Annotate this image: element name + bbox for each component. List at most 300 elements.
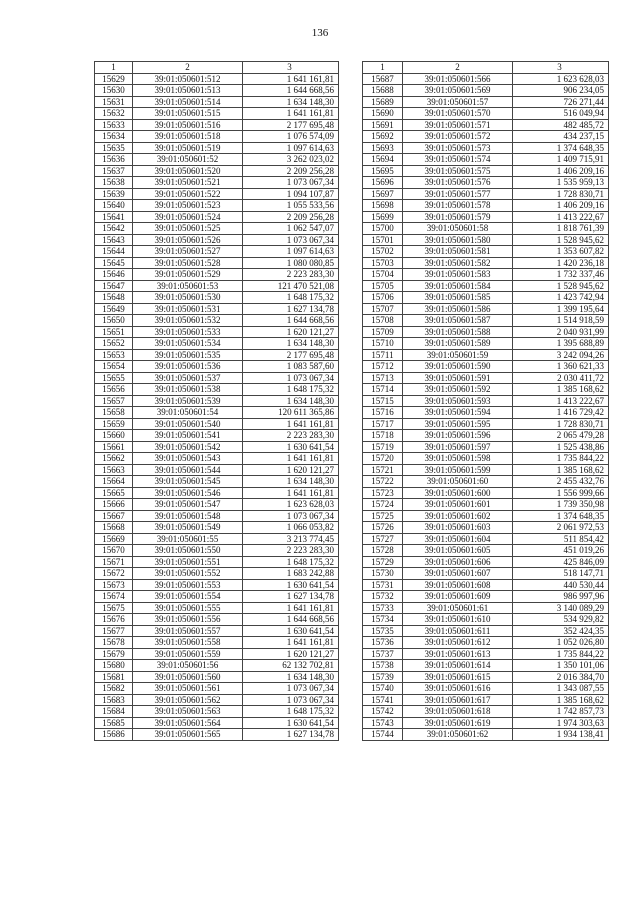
row-number-cell: 15725 [363, 510, 403, 522]
table-row [363, 73, 609, 85]
value-cell: 1 406 209,16 [513, 200, 609, 212]
table-row [95, 338, 339, 350]
cadastral-number-cell: 39:01:050601:573 [403, 142, 513, 154]
row-number-cell: 15704 [363, 269, 403, 281]
row-number-cell: 15635 [95, 142, 133, 154]
row-number-cell: 15728 [363, 545, 403, 557]
cadastral-number-cell: 39:01:050601:548 [133, 510, 243, 522]
row-number-cell: 15686 [95, 729, 133, 741]
value-cell: 1 360 621,33 [513, 361, 609, 373]
cadastral-number-cell: 39:01:050601:582 [403, 257, 513, 269]
table-header-row [363, 62, 609, 74]
cadastral-number-cell: 39:01:050601:574 [403, 154, 513, 166]
table-row [95, 292, 339, 304]
row-number-cell: 15696 [363, 177, 403, 189]
value-cell: 434 237,15 [513, 131, 609, 143]
cadastral-number-cell: 39:01:050601:604 [403, 533, 513, 545]
row-number-cell: 15707 [363, 303, 403, 315]
row-number-cell: 15636 [95, 154, 133, 166]
value-cell: 1 634 148,30 [243, 338, 339, 350]
cadastral-number-cell: 39:01:050601:531 [133, 303, 243, 315]
value-cell: 120 611 365,86 [243, 407, 339, 419]
cadastral-number-cell: 39:01:050601:581 [403, 246, 513, 258]
row-number-cell: 15671 [95, 556, 133, 568]
row-number-cell: 15691 [363, 119, 403, 131]
row-number-cell: 15661 [95, 441, 133, 453]
table-row [363, 648, 609, 660]
row-number-cell: 15730 [363, 568, 403, 580]
value-cell: 1 641 161,81 [243, 418, 339, 430]
row-number-cell: 15643 [95, 234, 133, 246]
value-cell: 2 061 972,53 [513, 522, 609, 534]
row-number-cell: 15650 [95, 315, 133, 327]
column-header: 1 [95, 62, 133, 74]
row-number-cell: 15673 [95, 579, 133, 591]
row-number-cell: 15740 [363, 683, 403, 695]
table-row [95, 384, 339, 396]
row-number-cell: 15731 [363, 579, 403, 591]
cadastral-number-cell: 39:01:050601:534 [133, 338, 243, 350]
table-row [95, 430, 339, 442]
cadastral-number-cell: 39:01:050601:576 [403, 177, 513, 189]
table-row [95, 142, 339, 154]
row-number-cell: 15676 [95, 614, 133, 626]
value-cell: 1 974 303,63 [513, 717, 609, 729]
value-cell: 906 234,05 [513, 85, 609, 97]
value-cell: 1 641 161,81 [243, 453, 339, 465]
value-cell: 1 385 168,62 [513, 384, 609, 396]
cadastral-number-cell: 39:01:050601:586 [403, 303, 513, 315]
value-cell: 1 073 067,34 [243, 683, 339, 695]
table-row [363, 108, 609, 120]
cadastral-number-cell: 39:01:050601:578 [403, 200, 513, 212]
row-number-cell: 15688 [363, 85, 403, 97]
table-row [95, 660, 339, 672]
cadastral-number-cell: 39:01:050601:587 [403, 315, 513, 327]
table-row [95, 246, 339, 258]
cadastral-number-cell: 39:01:050601:513 [133, 85, 243, 97]
row-number-cell: 15702 [363, 246, 403, 258]
row-number-cell: 15682 [95, 683, 133, 695]
row-number-cell: 15721 [363, 464, 403, 476]
row-number-cell: 15663 [95, 464, 133, 476]
row-number-cell: 15710 [363, 338, 403, 350]
cadastral-table-left [94, 61, 339, 741]
value-cell: 2 065 479,28 [513, 430, 609, 442]
column-header: 2 [403, 62, 513, 74]
row-number-cell: 15715 [363, 395, 403, 407]
value-cell: 1 630 641,54 [243, 625, 339, 637]
cadastral-number-cell: 39:01:050601:530 [133, 292, 243, 304]
row-number-cell: 15681 [95, 671, 133, 683]
table-row [363, 706, 609, 718]
table-row [95, 464, 339, 476]
value-cell: 1 630 641,54 [243, 579, 339, 591]
table-row [363, 522, 609, 534]
value-cell: 1 641 161,81 [243, 73, 339, 85]
row-number-cell: 15667 [95, 510, 133, 522]
value-cell: 1 343 087,55 [513, 683, 609, 695]
cadastral-number-cell: 39:01:050601:597 [403, 441, 513, 453]
row-number-cell: 15675 [95, 602, 133, 614]
cadastral-number-cell: 39:01:050601:551 [133, 556, 243, 568]
value-cell: 2 223 283,30 [243, 269, 339, 281]
value-cell: 1 627 134,78 [243, 591, 339, 603]
row-number-cell: 15656 [95, 384, 133, 396]
row-number-cell: 15666 [95, 499, 133, 511]
value-cell: 986 997,96 [513, 591, 609, 603]
value-cell: 2 209 256,28 [243, 165, 339, 177]
cadastral-number-cell: 39:01:050601:619 [403, 717, 513, 729]
column-header: 3 [513, 62, 609, 74]
table-row [363, 165, 609, 177]
value-cell: 1 097 614,63 [243, 142, 339, 154]
row-number-cell: 15713 [363, 372, 403, 384]
value-cell: 1 409 715,91 [513, 154, 609, 166]
value-cell: 1 735 844,22 [513, 648, 609, 660]
row-number-cell: 15665 [95, 487, 133, 499]
cadastral-number-cell: 39:01:050601:542 [133, 441, 243, 453]
cadastral-number-cell: 39:01:050601:561 [133, 683, 243, 695]
row-number-cell: 15714 [363, 384, 403, 396]
value-cell: 1 735 844,22 [513, 453, 609, 465]
table-row [95, 487, 339, 499]
cadastral-number-cell: 39:01:050601:583 [403, 269, 513, 281]
cadastral-number-cell: 39:01:050601:589 [403, 338, 513, 350]
cadastral-number-cell: 39:01:050601:614 [403, 660, 513, 672]
row-number-cell: 15706 [363, 292, 403, 304]
table-row [95, 614, 339, 626]
row-number-cell: 15678 [95, 637, 133, 649]
row-number-cell: 15727 [363, 533, 403, 545]
cadastral-number-cell: 39:01:050601:599 [403, 464, 513, 476]
cadastral-number-cell: 39:01:050601:519 [133, 142, 243, 154]
value-cell: 1 644 668,56 [243, 85, 339, 97]
table-row [363, 395, 609, 407]
cadastral-number-cell: 39:01:050601:550 [133, 545, 243, 557]
cadastral-number-cell: 39:01:050601:60 [403, 476, 513, 488]
row-number-cell: 15649 [95, 303, 133, 315]
table-row [363, 464, 609, 476]
cadastral-number-cell: 39:01:050601:540 [133, 418, 243, 430]
value-cell: 425 846,09 [513, 556, 609, 568]
cadastral-number-cell: 39:01:050601:600 [403, 487, 513, 499]
row-number-cell: 15693 [363, 142, 403, 154]
cadastral-number-cell: 39:01:050601:580 [403, 234, 513, 246]
cadastral-number-cell: 39:01:050601:562 [133, 694, 243, 706]
value-cell: 1 732 337,46 [513, 269, 609, 281]
cadastral-number-cell: 39:01:050601:565 [133, 729, 243, 741]
row-number-cell: 15732 [363, 591, 403, 603]
row-number-cell: 15659 [95, 418, 133, 430]
cadastral-number-cell: 39:01:050601:541 [133, 430, 243, 442]
row-number-cell: 15739 [363, 671, 403, 683]
table-row [363, 131, 609, 143]
cadastral-number-cell: 39:01:050601:514 [133, 96, 243, 108]
table-row [363, 637, 609, 649]
value-cell: 1 648 175,32 [243, 292, 339, 304]
table-row [95, 510, 339, 522]
cadastral-number-cell: 39:01:050601:521 [133, 177, 243, 189]
cadastral-number-cell: 39:01:050601:559 [133, 648, 243, 660]
value-cell: 1 052 026,80 [513, 637, 609, 649]
value-cell: 1 073 067,34 [243, 510, 339, 522]
table-row [363, 234, 609, 246]
cadastral-number-cell: 39:01:050601:607 [403, 568, 513, 580]
table-row [363, 246, 609, 258]
row-number-cell: 15679 [95, 648, 133, 660]
row-number-cell: 15743 [363, 717, 403, 729]
table-row [363, 257, 609, 269]
table-row [363, 625, 609, 637]
table-row [363, 418, 609, 430]
value-cell: 516 049,94 [513, 108, 609, 120]
cadastral-number-cell: 39:01:050601:518 [133, 131, 243, 143]
value-cell: 2 030 411,72 [513, 372, 609, 384]
value-cell: 3 213 774,45 [243, 533, 339, 545]
table-row [95, 326, 339, 338]
value-cell: 1 556 999,66 [513, 487, 609, 499]
table-row [363, 407, 609, 419]
table-row [95, 717, 339, 729]
table-row [363, 556, 609, 568]
row-number-cell: 15705 [363, 280, 403, 292]
table-row [95, 177, 339, 189]
cadastral-number-cell: 39:01:050601:537 [133, 372, 243, 384]
table-row [363, 729, 609, 741]
value-cell: 1 641 161,81 [243, 602, 339, 614]
row-number-cell: 15637 [95, 165, 133, 177]
cadastral-number-cell: 39:01:050601:617 [403, 694, 513, 706]
table-row [95, 637, 339, 649]
value-cell: 1 080 080,85 [243, 257, 339, 269]
table-row [363, 85, 609, 97]
value-cell: 1 385 168,62 [513, 694, 609, 706]
table-row [363, 326, 609, 338]
cadastral-number-cell: 39:01:050601:601 [403, 499, 513, 511]
table-row [95, 234, 339, 246]
value-cell: 1 076 574,09 [243, 131, 339, 143]
cadastral-number-cell: 39:01:050601:606 [403, 556, 513, 568]
row-number-cell: 15690 [363, 108, 403, 120]
value-cell: 1 818 761,39 [513, 223, 609, 235]
value-cell: 2 223 283,30 [243, 430, 339, 442]
cadastral-number-cell: 39:01:050601:516 [133, 119, 243, 131]
row-number-cell: 15655 [95, 372, 133, 384]
cadastral-number-cell: 39:01:050601:557 [133, 625, 243, 637]
cadastral-number-cell: 39:01:050601:571 [403, 119, 513, 131]
table-row [363, 717, 609, 729]
value-cell: 1 620 121,27 [243, 648, 339, 660]
cadastral-number-cell: 39:01:050601:553 [133, 579, 243, 591]
row-number-cell: 15680 [95, 660, 133, 672]
table-row [95, 73, 339, 85]
table-row [363, 372, 609, 384]
row-number-cell: 15647 [95, 280, 133, 292]
table-row [363, 602, 609, 614]
table-header-row [95, 62, 339, 74]
value-cell: 1 620 121,27 [243, 464, 339, 476]
value-cell: 2 177 695,48 [243, 119, 339, 131]
value-cell: 1 623 628,03 [243, 499, 339, 511]
cadastral-number-cell: 39:01:050601:558 [133, 637, 243, 649]
row-number-cell: 15652 [95, 338, 133, 350]
cadastral-number-cell: 39:01:050601:616 [403, 683, 513, 695]
row-number-cell: 15683 [95, 694, 133, 706]
value-cell: 1 641 161,81 [243, 108, 339, 120]
value-cell: 1 634 148,30 [243, 395, 339, 407]
value-cell: 1 055 533,56 [243, 200, 339, 212]
row-number-cell: 15654 [95, 361, 133, 373]
table-row [363, 568, 609, 580]
value-cell: 1 634 148,30 [243, 96, 339, 108]
row-number-cell: 15694 [363, 154, 403, 166]
cadastral-number-cell: 39:01:050601:52 [133, 154, 243, 166]
value-cell: 451 019,26 [513, 545, 609, 557]
table-row [95, 568, 339, 580]
table-row [363, 349, 609, 361]
table-row [95, 154, 339, 166]
table-row [95, 131, 339, 143]
value-cell: 1 062 547,07 [243, 223, 339, 235]
cadastral-number-cell: 39:01:050601:524 [133, 211, 243, 223]
page-number: 136 [311, 27, 329, 39]
cadastral-number-cell: 39:01:050601:544 [133, 464, 243, 476]
value-cell: 534 929,82 [513, 614, 609, 626]
cadastral-number-cell: 39:01:050601:529 [133, 269, 243, 281]
row-number-cell: 15658 [95, 407, 133, 419]
row-number-cell: 15689 [363, 96, 403, 108]
table-row [363, 453, 609, 465]
value-cell: 1 097 614,63 [243, 246, 339, 258]
value-cell: 1 374 648,35 [513, 510, 609, 522]
value-cell: 1 630 641,54 [243, 441, 339, 453]
table-row [363, 177, 609, 189]
value-cell: 518 147,71 [513, 568, 609, 580]
cadastral-number-cell: 39:01:050601:591 [403, 372, 513, 384]
table-row [95, 119, 339, 131]
row-number-cell: 15742 [363, 706, 403, 718]
value-cell: 1 350 101,06 [513, 660, 609, 672]
value-cell: 2 016 384,70 [513, 671, 609, 683]
cadastral-number-cell: 39:01:050601:593 [403, 395, 513, 407]
cadastral-number-cell: 39:01:050601:556 [133, 614, 243, 626]
row-number-cell: 15716 [363, 407, 403, 419]
table-row [95, 579, 339, 591]
row-number-cell: 15735 [363, 625, 403, 637]
table-row [95, 522, 339, 534]
value-cell: 440 530,44 [513, 579, 609, 591]
row-number-cell: 15729 [363, 556, 403, 568]
cadastral-number-cell: 39:01:050601:585 [403, 292, 513, 304]
value-cell: 2 177 695,48 [243, 349, 339, 361]
row-number-cell: 15638 [95, 177, 133, 189]
cadastral-number-cell: 39:01:050601:618 [403, 706, 513, 718]
cadastral-number-cell: 39:01:050601:61 [403, 602, 513, 614]
cadastral-number-cell: 39:01:050601:610 [403, 614, 513, 626]
table-row [363, 315, 609, 327]
cadastral-number-cell: 39:01:050601:572 [403, 131, 513, 143]
value-cell: 121 470 521,08 [243, 280, 339, 292]
table-row [363, 579, 609, 591]
table-row [95, 683, 339, 695]
value-cell: 1 528 945,62 [513, 234, 609, 246]
table-row [95, 315, 339, 327]
row-number-cell: 15660 [95, 430, 133, 442]
cadastral-number-cell: 39:01:050601:552 [133, 568, 243, 580]
cadastral-number-cell: 39:01:050601:525 [133, 223, 243, 235]
row-number-cell: 15720 [363, 453, 403, 465]
value-cell: 1 934 138,41 [513, 729, 609, 741]
value-cell: 1 535 959,13 [513, 177, 609, 189]
row-number-cell: 15639 [95, 188, 133, 200]
table-row [363, 154, 609, 166]
cadastral-number-cell: 39:01:050601:53 [133, 280, 243, 292]
cadastral-number-cell: 39:01:050601:532 [133, 315, 243, 327]
cadastral-number-cell: 39:01:050601:560 [133, 671, 243, 683]
cadastral-number-cell: 39:01:050601:528 [133, 257, 243, 269]
value-cell: 1 420 236,18 [513, 257, 609, 269]
cadastral-number-cell: 39:01:050601:526 [133, 234, 243, 246]
table-row [95, 85, 339, 97]
value-cell: 1 634 148,30 [243, 671, 339, 683]
table-row [95, 96, 339, 108]
table-row [95, 395, 339, 407]
value-cell: 1 083 587,60 [243, 361, 339, 373]
row-number-cell: 15687 [363, 73, 403, 85]
table-row [95, 303, 339, 315]
value-cell: 1 353 607,82 [513, 246, 609, 258]
value-cell: 1 648 175,32 [243, 384, 339, 396]
value-cell: 62 132 702,81 [243, 660, 339, 672]
value-cell: 1 413 222,67 [513, 395, 609, 407]
value-cell: 3 242 094,26 [513, 349, 609, 361]
table-row [363, 694, 609, 706]
cadastral-number-cell: 39:01:050601:512 [133, 73, 243, 85]
table-row [95, 211, 339, 223]
row-number-cell: 15672 [95, 568, 133, 580]
row-number-cell: 15668 [95, 522, 133, 534]
table-row [363, 510, 609, 522]
cadastral-number-cell: 39:01:050601:533 [133, 326, 243, 338]
value-cell: 2 223 283,30 [243, 545, 339, 557]
cadastral-number-cell: 39:01:050601:590 [403, 361, 513, 373]
row-number-cell: 15737 [363, 648, 403, 660]
row-number-cell: 15701 [363, 234, 403, 246]
cadastral-number-cell: 39:01:050601:592 [403, 384, 513, 396]
row-number-cell: 15699 [363, 211, 403, 223]
value-cell: 1 423 742,94 [513, 292, 609, 304]
cadastral-number-cell: 39:01:050601:602 [403, 510, 513, 522]
table-row [95, 200, 339, 212]
row-number-cell: 15642 [95, 223, 133, 235]
table-row [363, 292, 609, 304]
row-number-cell: 15648 [95, 292, 133, 304]
table-row [95, 108, 339, 120]
value-cell: 1 073 067,34 [243, 694, 339, 706]
value-cell: 1 385 168,62 [513, 464, 609, 476]
table-row [95, 706, 339, 718]
table-row [363, 338, 609, 350]
value-cell: 1 634 148,30 [243, 476, 339, 488]
table-row [95, 671, 339, 683]
cadastral-number-cell: 39:01:050601:547 [133, 499, 243, 511]
cadastral-number-cell: 39:01:050601:577 [403, 188, 513, 200]
table-row [363, 223, 609, 235]
value-cell: 2 040 931,99 [513, 326, 609, 338]
value-cell: 1 066 053,82 [243, 522, 339, 534]
table-row [95, 361, 339, 373]
